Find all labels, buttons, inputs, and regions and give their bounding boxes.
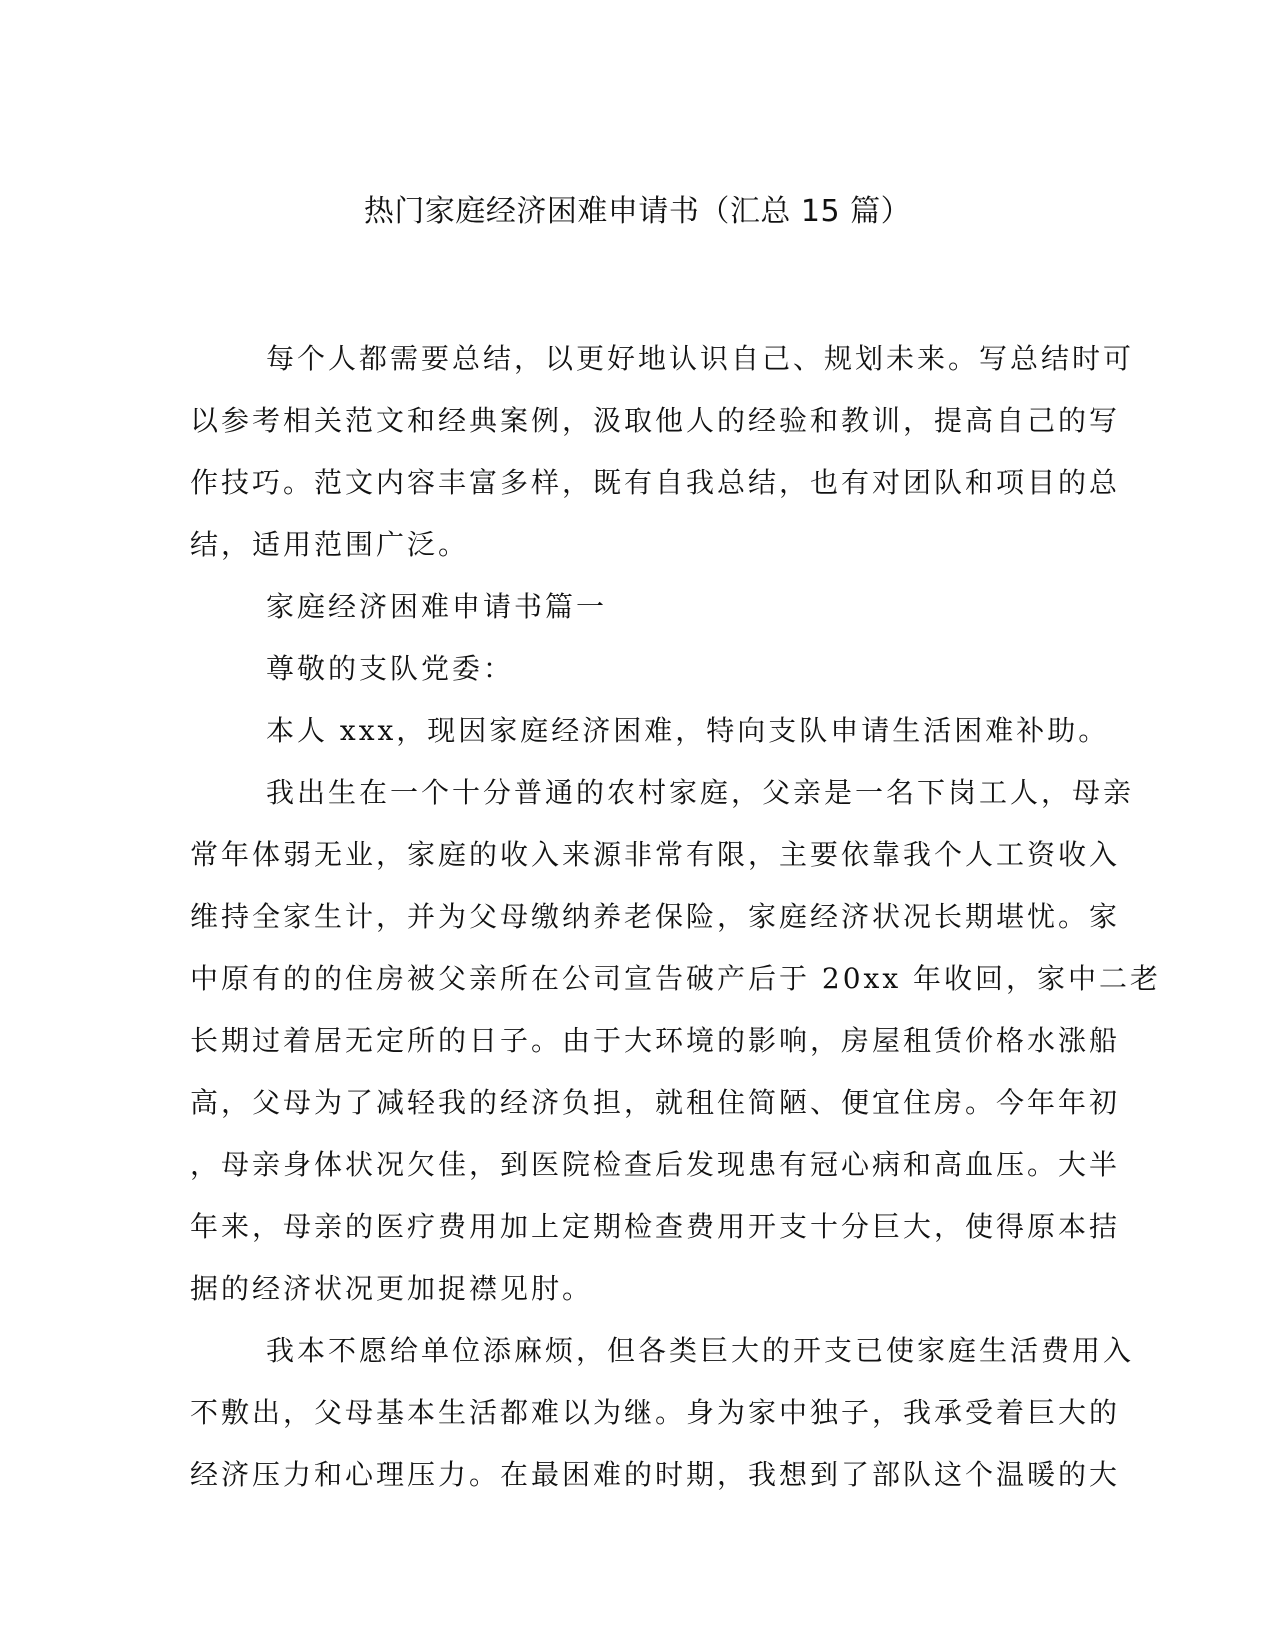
- document-title: 热门家庭经济困难申请书（汇总 15 篇）: [363, 194, 912, 229]
- text-line: 以参考相关范文和经典案例，汲取他人的经验和教训，提高自己的写: [190, 404, 1121, 437]
- text-line: 据的经济状况更加捉襟见肘。: [190, 1272, 594, 1305]
- paragraph-request: [190, 700, 1110, 762]
- text-line: 我本不愿给单位添麻烦，但各类巨大的开支已使家庭生活费用入: [266, 1334, 1135, 1367]
- text-line: 中原有的的住房被父亲所在公司宣告破产后于 20xx 年收回，家中二老: [190, 962, 1162, 995]
- text-line: 尊敬的支队党委：: [266, 652, 515, 685]
- salutation: [190, 638, 1085, 700]
- paragraph-pressure: [190, 1320, 1135, 1506]
- document-body: [190, 328, 1162, 1506]
- text-line: 本人 xxx，现因家庭经济困难，特向支队申请生活困难补助。: [266, 714, 1110, 747]
- text-line: 作技巧。范文内容丰富多样，既有自我总结，也有对团队和项目的总: [190, 466, 1121, 499]
- text-line: ，母亲身体状况欠佳，到医院检查后发现患有冠心病和高血压。大半: [190, 1148, 1121, 1181]
- text-line: 高，父母为了减轻我的经济负担，就租住简陋、便宜住房。今年年初: [190, 1086, 1121, 1119]
- text-line: 维持全家生计，并为父母缴纳养老保险，家庭经济状况长期堪忧。家: [190, 900, 1121, 933]
- text-line: 常年体弱无业，家庭的收入来源非常有限，主要依靠我个人工资收入: [190, 838, 1121, 871]
- text-line: 我出生在一个十分普通的农村家庭，父亲是一名下岗工人，母亲: [266, 776, 1135, 809]
- section-heading: [190, 576, 1085, 638]
- text-line: 每个人都需要总结，以更好地认识自己、规划未来。写总结时可: [266, 342, 1135, 375]
- paragraph-intro: [190, 328, 1135, 576]
- paragraph-family-background: [190, 762, 1162, 1320]
- text-line: 不敷出，父母基本生活都难以为继。身为家中独子，我承受着巨大的: [190, 1396, 1121, 1429]
- text-line: 年来，母亲的医疗费用加上定期检查费用开支十分巨大，使得原本拮: [190, 1210, 1121, 1243]
- text-line: 长期过着居无定所的日子。由于大环境的影响，房屋租赁价格水涨船: [190, 1024, 1121, 1057]
- text-line: 结，适用范围广泛。: [190, 528, 470, 561]
- text-line: 经济压力和心理压力。在最困难的时期，我想到了部队这个温暖的大: [190, 1458, 1121, 1491]
- text-line: 家庭经济困难申请书篇一: [266, 590, 608, 623]
